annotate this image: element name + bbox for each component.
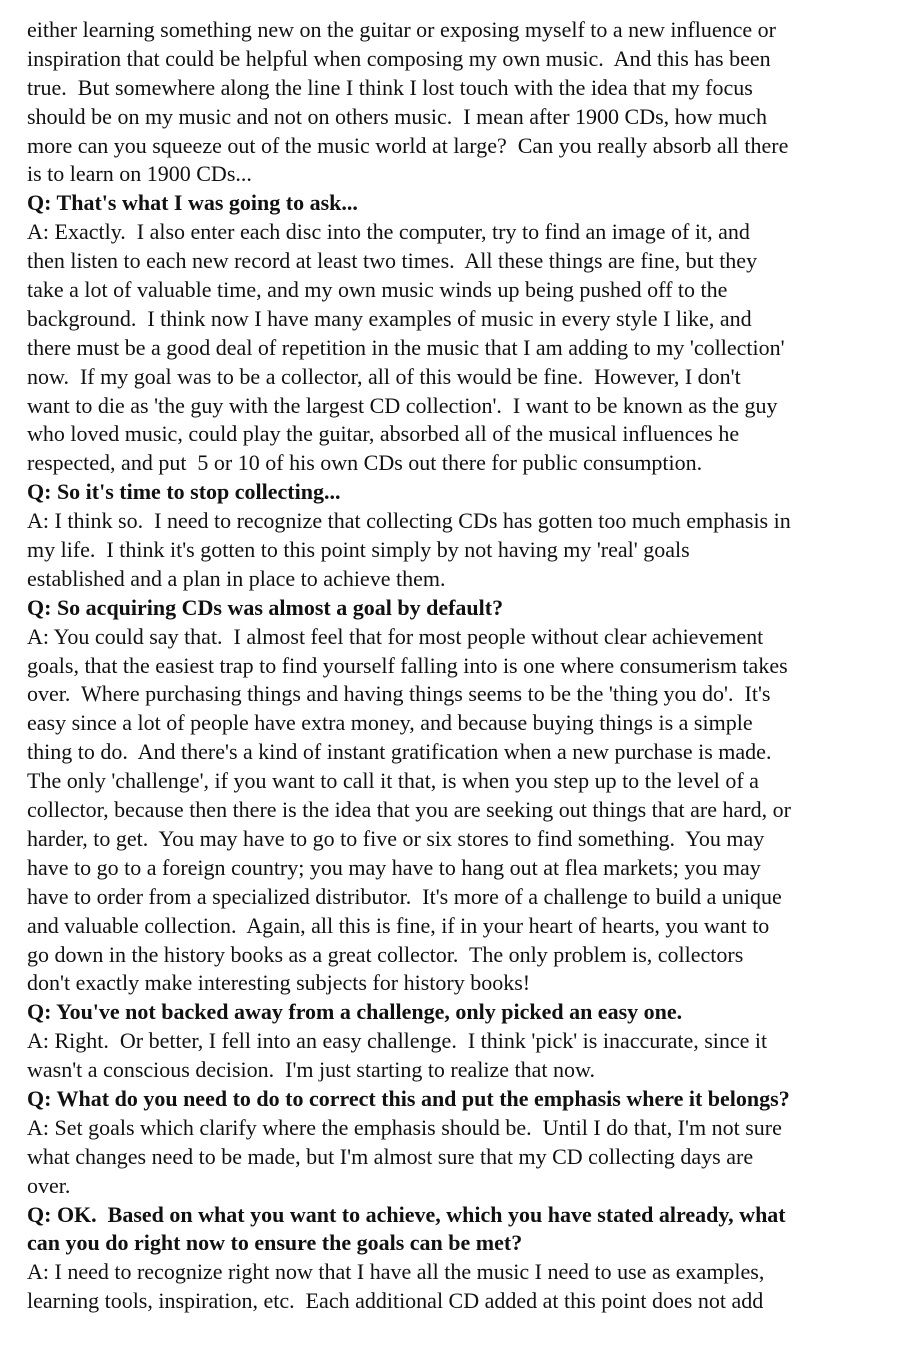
- answer-line: A: Right. Or better, I fell into an easy challenge. I think 'pick' is inaccurate, since it: [27, 1028, 768, 1054]
- interview-answer: [27, 1027, 897, 1085]
- answer-line: and valuable collection. Again, all this is fine, if in your heart of hearts, you want to: [27, 912, 770, 938]
- answer-line: harder, to get. You may have to go to five or six stores to find something. You may: [27, 825, 765, 851]
- answer-line: goals, that the easiest trap to find yourself falling into is one where consumerism takes: [27, 652, 788, 678]
- answer-line: background. I think now I have many examples of music in every style I like, and: [27, 305, 752, 331]
- answer-line: want to die as 'the guy with the largest CD collection'. I want to be known as the guy: [27, 392, 778, 418]
- answer-line: my life. I think it's gotten to this point simply by not having my 'real' goals: [27, 537, 690, 563]
- answer-line: collector, because then there is the idea that you are seeking out things that are hard, or: [27, 797, 791, 823]
- answer-line: thing to do. And there's a kind of instant gratification when a new purchase is made.: [27, 739, 772, 765]
- answer-line: either learning something new on the guitar or exposing myself to a new influence or: [27, 17, 777, 42]
- interview-answer: [27, 16, 897, 189]
- answer-line: inspiration that could be helpful when composing my own music. And this has been: [27, 45, 771, 71]
- interview-question: [27, 189, 897, 218]
- question-line: Q: That's what I was going to ask...: [27, 190, 358, 216]
- answer-line: there must be a good deal of repetition in the music that I am adding to my 'collection': [27, 334, 785, 360]
- question-line: Q: What do you need to do to correct this and put the emphasis where it belongs?: [27, 1085, 790, 1111]
- interview-question: [27, 478, 897, 507]
- interview-answer: [27, 1114, 897, 1201]
- answer-line: The only 'challenge', if you want to call it that, is when you step up to the level of a: [27, 768, 759, 794]
- answer-line: A: I think so. I need to recognize that collecting CDs has gotten too much emphasis in: [27, 508, 791, 534]
- answer-line: A: Exactly. I also enter each disc into the computer, try to find an image of it, and: [27, 219, 750, 245]
- answer-line: don't exactly make interesting subjects for history books!: [27, 970, 531, 996]
- answer-line: have to go to a foreign country; you may have to hang out at flea markets; you may: [27, 854, 761, 880]
- interview-question: [27, 998, 897, 1027]
- answer-line: wasn't a conscious decision. I'm just starting to realize that now.: [27, 1057, 595, 1083]
- answer-line: established and a plan in place to achieve them.: [27, 565, 446, 591]
- interview-answer: [27, 623, 897, 999]
- answer-line: A: You could say that. I almost feel that for most people without clear achievement: [27, 623, 764, 649]
- answer-line: what changes need to be made, but I'm almost sure that my CD collecting days are: [27, 1143, 754, 1169]
- answer-line: should be on my music and not on others music. I mean after 1900 CDs, how much: [27, 103, 767, 129]
- answer-line: easy since a lot of people have extra money, and because buying things is a simple: [27, 710, 753, 736]
- answer-line: then listen to each new record at least two times. All these things are fine, but they: [27, 248, 758, 274]
- answer-line: go down in the history books as a great collector. The only problem is, collectors: [27, 941, 744, 967]
- answer-line: have to order from a specialized distributor. It's more of a challenge to build a unique: [27, 883, 782, 909]
- interview-question: [27, 594, 897, 623]
- answer-line: A: Set goals which clarify where the emphasis should be. Until I do that, I'm not sure: [27, 1114, 782, 1140]
- question-line: Q: So acquiring CDs was almost a goal by default?: [27, 594, 504, 620]
- answer-line: now. If my goal was to be a collector, all of this would be fine. However, I don't: [27, 363, 741, 389]
- answer-line: who loved music, could play the guitar, absorbed all of the musical influences he: [27, 421, 740, 447]
- interview-answer: [27, 218, 897, 478]
- document-page: [27, 16, 897, 1316]
- answer-line: true. But somewhere along the line I think I lost touch with the idea that my focus: [27, 74, 753, 100]
- question-line: Q: You've not backed away from a challenge, only picked an easy one.: [27, 999, 683, 1025]
- answer-line: over. Where purchasing things and having things seems to be the 'thing you do'. It's: [27, 681, 771, 707]
- interview-question: [27, 1085, 897, 1114]
- interview-answer: [27, 1258, 897, 1316]
- answer-line: more can you squeeze out of the music world at large? Can you really absorb all there: [27, 132, 789, 158]
- answer-line: learning tools, inspiration, etc. Each additional CD added at this point does not add: [27, 1288, 764, 1314]
- interview-question: [27, 1201, 897, 1259]
- question-line: Q: So it's time to stop collecting...: [27, 479, 341, 505]
- answer-line: respected, and put 5 or 10 of his own CDs out there for public consumption.: [27, 450, 703, 476]
- question-line: Q: OK. Based on what you want to achieve, which you have stated already, what: [27, 1201, 786, 1227]
- answer-line: A: I need to recognize right now that I have all the music I need to use as examples,: [27, 1259, 765, 1285]
- answer-line: take a lot of valuable time, and my own music winds up being pushed off to the: [27, 277, 728, 303]
- interview-answer: [27, 507, 897, 594]
- answer-line: over.: [27, 1172, 71, 1198]
- answer-line: is to learn on 1900 CDs...: [27, 161, 252, 187]
- question-line: can you do right now to ensure the goals can be met?: [27, 1230, 523, 1256]
